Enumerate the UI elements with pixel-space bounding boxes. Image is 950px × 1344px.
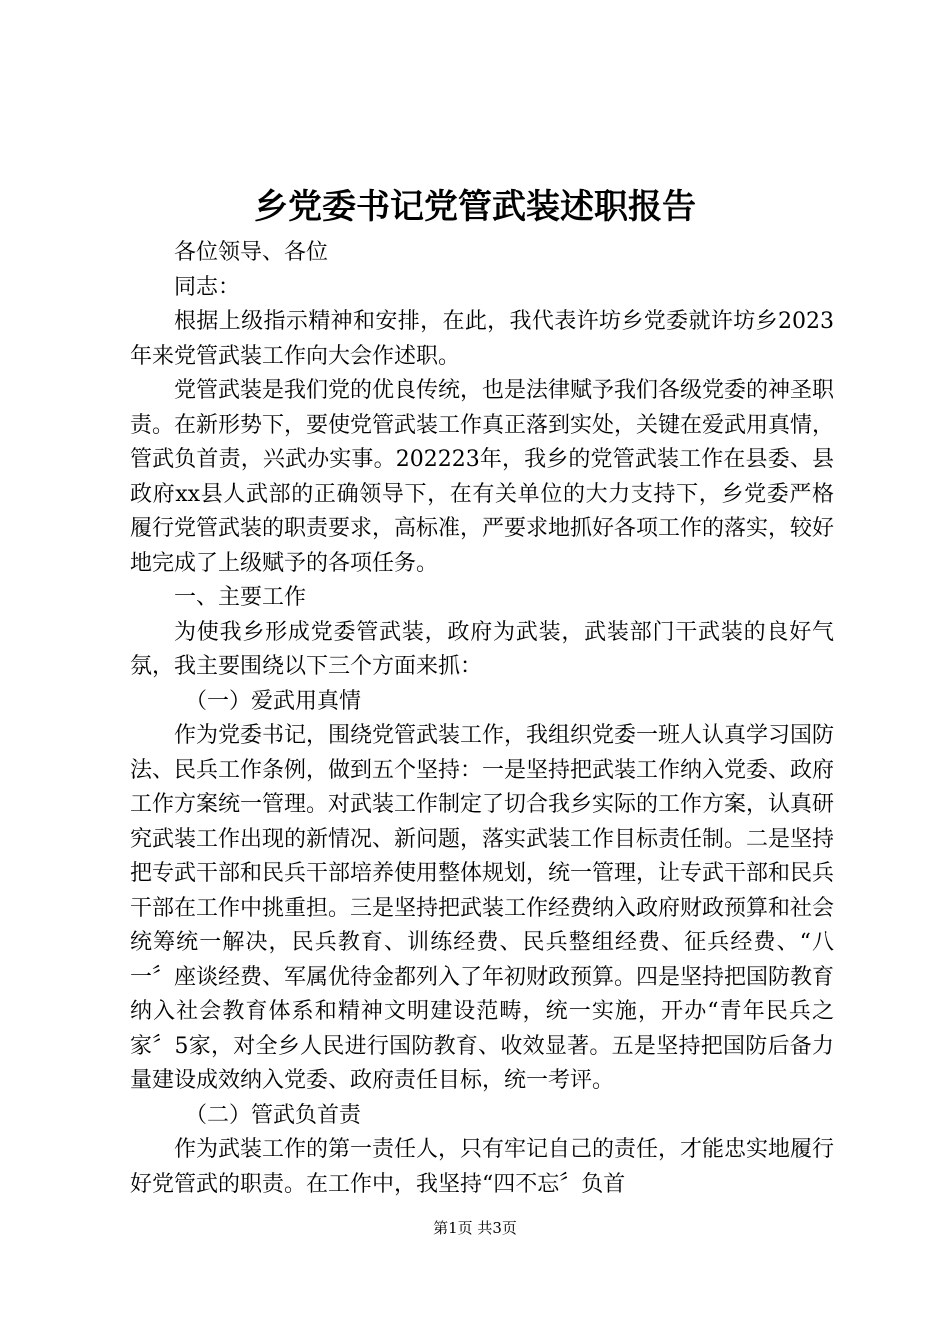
subsection-heading: （一）爱武用真情 [185,688,362,714]
paragraph: 各位领导、各位 [174,240,329,265]
paragraph: 根据上级指示精神和安排，在此，我代表许坊乡党委就许坊乡2023年来党管武装工作向大会作述职。 [130,309,834,369]
section-heading: 一、主要工作 [174,585,307,610]
paragraph: 作为党委书记，围绕党管武装工作，我组织党委一班人认真学习国防法、民兵工作条例，做到五个坚持：一是坚持把武装工作纳入党委、政府工作方案统一管理。对武装工作制定了切合我乡实际的工作方案，认真研究武装工作出现的新情况、新问题，落实武装工作目标责任制。二是坚持把专武干部和民兵干部培养使用整体规划，统一管理，让专武干部和民兵干部在工作中挑重担。三是坚持把武装工作经费纳入政府财政预算和社会统筹统一解决，民兵教育、训练经费、民兵整组经费、征兵经费、“八一〞座谈经费、军属优待金都列入了年初财政预算。四是坚持把国防教育纳入社会教育体系和精神文明建设范畴，统一实施，开办“青年民兵之家〞5家，对全乡人民进行国防教育、收效显著。五是坚持把国防后备力量建设成效纳入党委、政府责任目标，统一考评。 [130,723,835,1093]
paragraph: 为使我乡形成党委管武装，政府为武装，武装部门干武装的良好气氛，我主要围绕以下三个方面来抓： [130,619,834,679]
page-footer: 第1页 共3页 [433,1219,517,1237]
paragraph: 同志： [174,274,241,300]
paragraph: 党管武装是我们党的优良传统，也是法律赋予我们各级党委的神圣职责。在新形势下，要使党管武装工作真正落到实处，关键在爱武用真情，管武负首责，兴武办实事。202223年，我乡的党管武装工作在县委、县政府xx县人武部的正确领导下，在有关单位的大力支持下，乡党委严格履行党管武装的职责要求，高标准，严要求地抓好各项工作的落实，较好地完成了上级赋予的各项任务。 [130,378,835,576]
subsection-heading: （二）管武负首责 [185,1102,362,1128]
paragraph: 作为武装工作的第一责任人，只有牢记自己的责任，才能忠实地履行好党管武的职责。在工作中，我坚持“四不忘〞负首 [130,1137,835,1197]
page-title: 乡党委书记党管武装述职报告 [254,187,696,227]
document-body [130,236,834,1202]
